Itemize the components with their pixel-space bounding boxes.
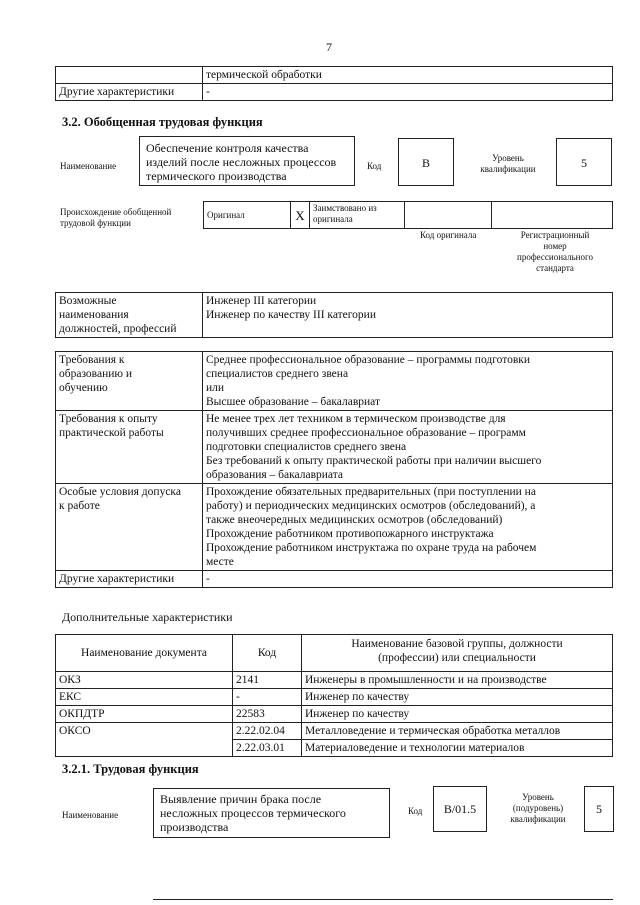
value-line: работу) и периодических медицинских осмотров (обследований), а: [206, 500, 536, 512]
positions-label-line: Возможные: [59, 295, 117, 307]
tf-level-label: [502, 792, 574, 825]
label-line: к работе: [59, 500, 100, 512]
doc-cell: ОКСО: [56, 723, 233, 757]
experience-label: [56, 411, 203, 484]
code-cell: -: [233, 689, 302, 706]
tf-level-box: [584, 786, 614, 832]
tf-code-value: B/01.5: [443, 802, 477, 816]
name-cell: Инженер по качеству: [302, 689, 613, 706]
origin-label-line: Происхождение обобщенной: [60, 207, 172, 217]
label-line: Требования к: [59, 354, 125, 366]
table-row: [56, 571, 613, 588]
reg-caption-line: Регистрационный: [520, 230, 590, 240]
original-cell: [204, 202, 291, 229]
label-line: Особые условия допуска: [59, 486, 181, 498]
original-mark: X: [295, 207, 305, 223]
page-number: 7: [326, 40, 332, 54]
table-header-row: [56, 635, 613, 672]
reg-caption-line: стандарта: [536, 263, 574, 273]
doc-cell: ЕКС: [56, 689, 233, 706]
borrowed-cell: [310, 202, 405, 229]
gtf-name-line: термического производства: [146, 169, 287, 183]
positions-label-line: должностей, профессий: [59, 323, 177, 335]
other-label: [56, 571, 203, 588]
gtf-name-line: Обеспечение контроля качества: [146, 141, 309, 155]
value-line: Не менее трех лет техником в термическом производстве для: [206, 413, 506, 425]
table-row: [204, 202, 613, 229]
borrowed-label-line: оригинала: [313, 214, 353, 224]
education-value: [203, 352, 613, 411]
table-row: [56, 672, 613, 689]
label-line: образованию и: [59, 368, 132, 380]
name-cell: Металловедение и термическая обработка металлов: [302, 723, 613, 740]
value-line: или: [206, 382, 225, 394]
positions-value: [203, 293, 613, 338]
reg-caption-line: профессионального: [517, 252, 593, 262]
position-line: Инженер по качеству III категории: [206, 309, 376, 321]
bottom-table-edge: [153, 899, 613, 900]
value-line: специалистов среднего звена: [206, 368, 349, 380]
tf-code-box: [433, 786, 487, 832]
gtf-name-line: изделий после несложных процессов: [146, 155, 337, 169]
doc-cell: ОКПДТР: [56, 706, 233, 723]
borrowed-label-line: Заимствовано из: [313, 203, 377, 213]
value-line: Прохождение обязательных предварительных (при поступлении на: [206, 486, 536, 498]
tf-name-label: Наименование: [62, 810, 119, 820]
origin-code-cell: [405, 202, 492, 229]
table-row: [56, 723, 613, 740]
origin-label-line: трудовой функции: [60, 218, 131, 228]
tf-name-line: Выявление причин брака после: [160, 792, 322, 806]
education-label: [56, 352, 203, 411]
code-cell: 2141: [233, 672, 302, 689]
label-line: практической работы: [59, 427, 164, 439]
header-name: Наименование базовой группы, должности (профессии) или специальности: [302, 635, 613, 672]
other-characteristics-label: Другие характеристики: [56, 84, 203, 101]
tf-level-label-line: Уровень: [522, 792, 554, 802]
table-row: [56, 293, 613, 338]
value-line: подготовки специалистов среднего звена: [206, 441, 407, 453]
label-line: Требования к опыту: [59, 413, 158, 425]
table-row: [56, 352, 613, 411]
value-line: получивших среднее профессиональное образование – программ: [206, 427, 526, 439]
reg-number-cell: [492, 202, 613, 229]
tf-level-label-line: квалификации: [510, 814, 566, 824]
value-line: Среднее профессиональное образование – программы подготовки: [206, 354, 531, 366]
gtf-name-box: [139, 136, 355, 186]
value-line: образования – бакалавриата: [206, 469, 343, 481]
name-cell: Инженеры в промышленности и на производстве: [302, 672, 613, 689]
additional-title: Дополнительные характеристики: [62, 610, 233, 624]
table-row: [56, 689, 613, 706]
experience-value: [203, 411, 613, 484]
code-label: Код: [367, 161, 382, 171]
level-value: 5: [581, 156, 587, 170]
level-label: [468, 153, 548, 175]
origin-label: [60, 207, 171, 229]
table-row: [56, 84, 613, 101]
table-row: [56, 67, 613, 84]
requirements-table: [55, 351, 613, 588]
tf-name-box: [153, 788, 390, 838]
origin-code-caption: Код оригинала: [420, 230, 477, 240]
empty-cell: [56, 67, 203, 84]
level-box: [556, 138, 612, 186]
name-label: Наименование: [60, 161, 117, 171]
code-cell: 2.22.03.01: [233, 740, 302, 757]
value-line: также внеочередных медицинских осмотров (обследований): [206, 514, 503, 526]
original-label: Оригинал: [207, 209, 245, 220]
continued-value: термической обработки: [203, 67, 613, 84]
positions-table: [55, 292, 613, 338]
name-cell: Инженер по качеству: [302, 706, 613, 723]
level-label-line: Уровень: [492, 153, 524, 163]
code-cell: 22583: [233, 706, 302, 723]
code-value: B: [421, 156, 430, 170]
header-code: Код: [233, 635, 302, 672]
tf-level-label-line: (подуровень): [512, 803, 564, 813]
section-heading: 3.2. Обобщенная трудовая функция: [62, 115, 263, 129]
value-line: Без требований к опыту практической работы при наличии высшего: [206, 455, 542, 467]
tf-code-label: Код: [408, 806, 423, 816]
label-line: Другие характеристики: [59, 573, 175, 585]
level-label-line: квалификации: [480, 164, 536, 174]
table-row: [56, 411, 613, 484]
positions-label-line: наименования: [59, 309, 129, 321]
subsection-heading: 3.2.1. Трудовая функция: [62, 762, 199, 776]
positions-label: [56, 293, 203, 338]
position-line: Инженер III категории: [206, 295, 317, 307]
code-box: [398, 138, 454, 186]
admission-label: [56, 484, 203, 571]
additional-table: [55, 634, 613, 757]
origin-table: [203, 201, 613, 229]
code-cell: 2.22.02.04: [233, 723, 302, 740]
reg-caption-line: номер: [543, 241, 567, 251]
other-value: [203, 571, 613, 588]
value-line: Высшее образование – бакалавриат: [206, 396, 380, 408]
doc-cell: ОКЗ: [56, 672, 233, 689]
admission-value: [203, 484, 613, 571]
name-cell: Материаловедение и технологии материалов: [302, 740, 613, 757]
value-line: Прохождение работником противопожарного инструктажа: [206, 528, 494, 540]
tf-name-line: несложных процессов термического: [160, 806, 346, 820]
label-line: обучению: [59, 382, 108, 394]
table-row: [56, 484, 613, 571]
value-line: Прохождение работником инструктажа по охране труда на рабочем: [206, 542, 537, 554]
other-characteristics-value: -: [203, 84, 613, 101]
tf-level-value: 5: [596, 802, 602, 816]
original-mark-cell: [291, 202, 310, 229]
reg-number-caption: [505, 230, 605, 274]
value-line: месте: [206, 556, 234, 568]
table-row: [56, 706, 613, 723]
value-line: -: [206, 573, 210, 585]
tf-name-line: производства: [160, 820, 229, 834]
top-table: [55, 66, 613, 101]
header-doc: Наименование документа: [56, 635, 233, 672]
